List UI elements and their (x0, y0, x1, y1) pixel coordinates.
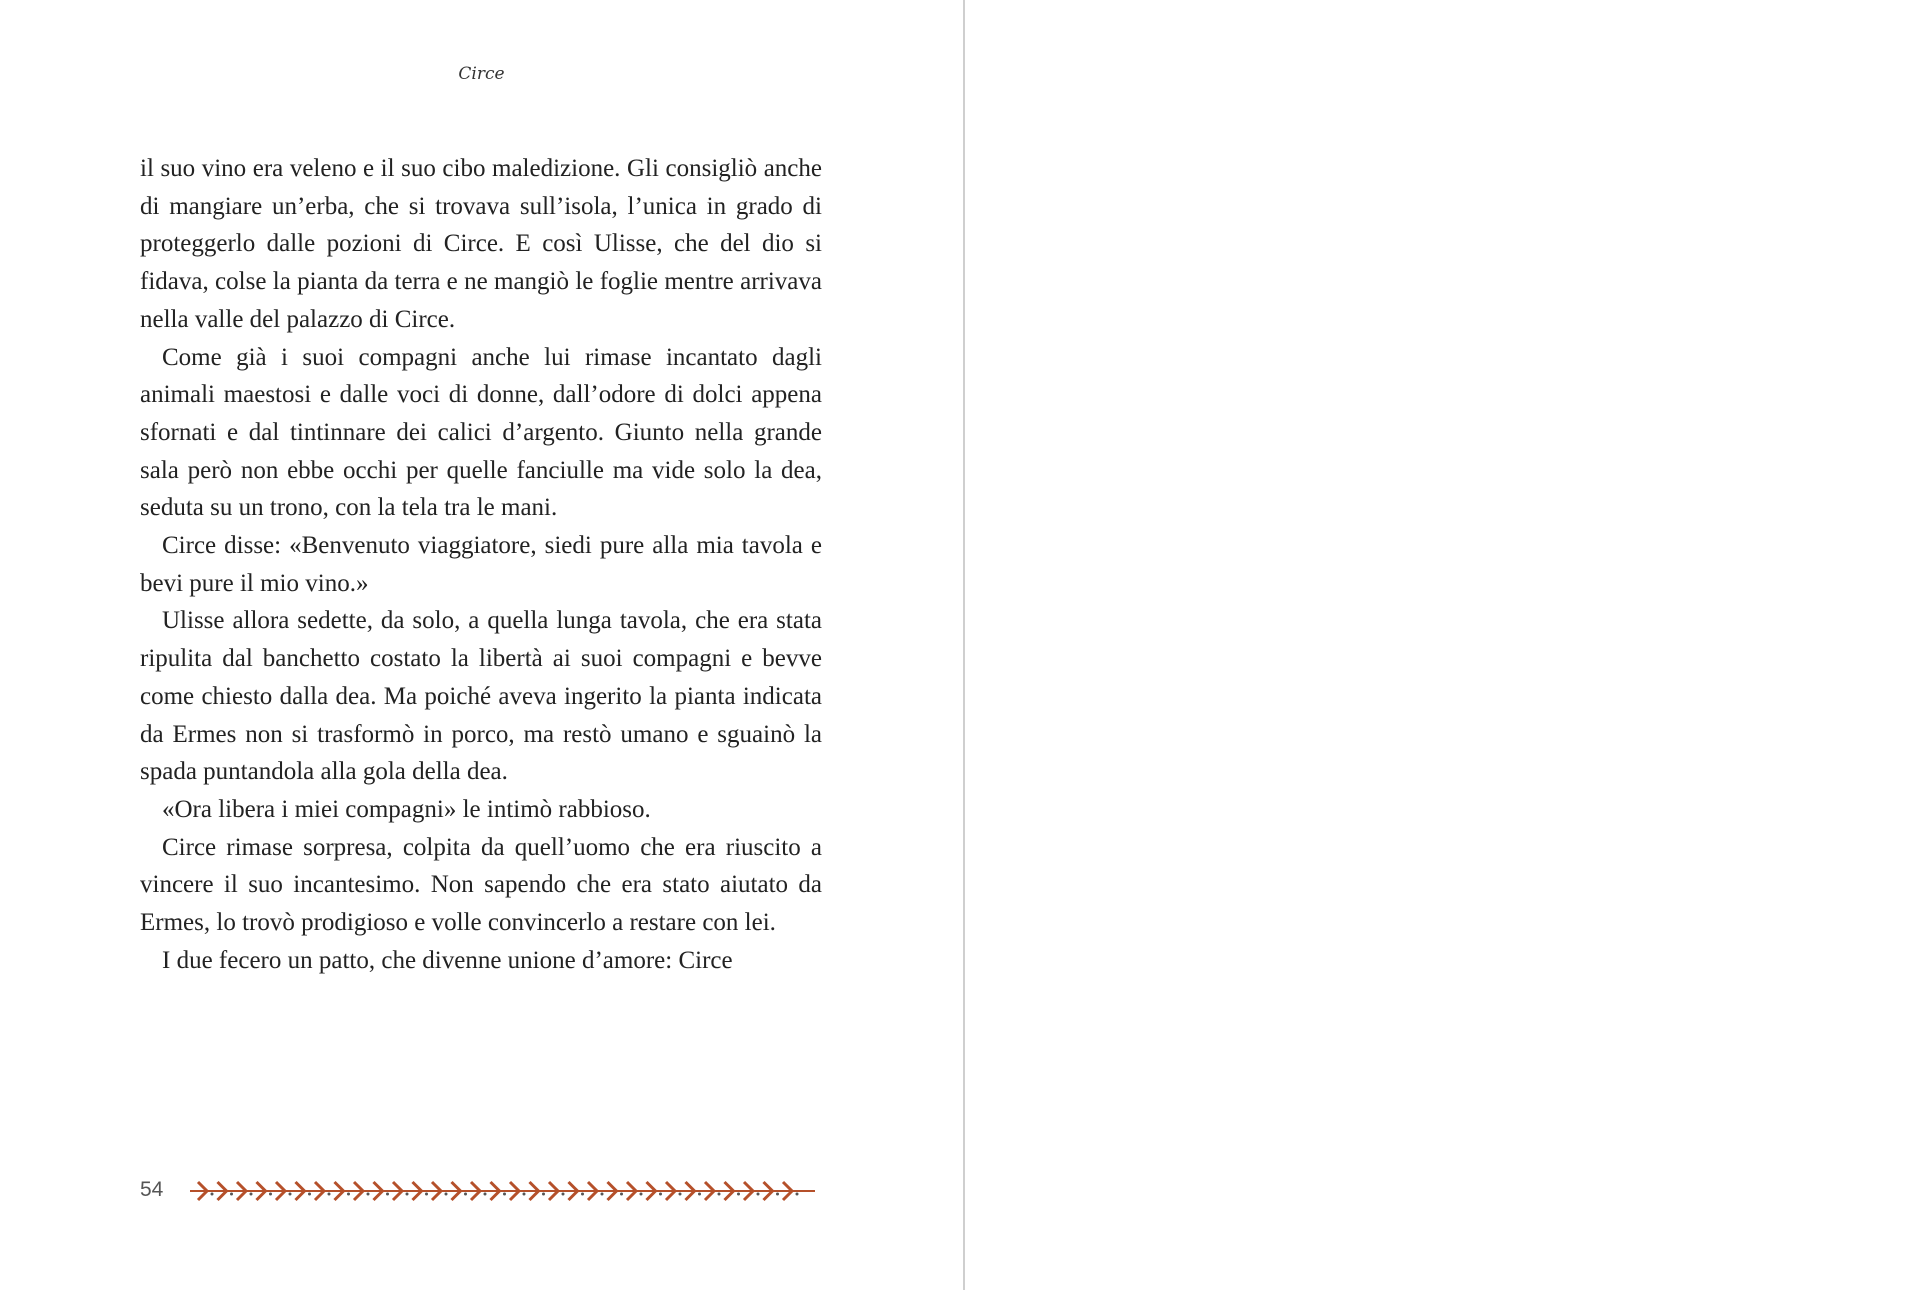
ornament-dot (581, 1193, 584, 1196)
paragraph: Circe disse: «Benvenuto viaggiatore, siedi pure alla mia tavola e bevi pure il mio vino.» (140, 532, 822, 597)
ornament-dot (698, 1193, 701, 1196)
paragraph: I due fecero un patto, che divenne unione d’amore: Circe (162, 946, 733, 974)
ornament-dot (718, 1193, 721, 1196)
ornament-dot (328, 1193, 331, 1196)
ornament-dot (269, 1193, 272, 1196)
body-text (140, 150, 822, 979)
ornament-dot (601, 1193, 604, 1196)
ornament-dot (659, 1193, 662, 1196)
ornament-dot (250, 1193, 253, 1196)
laurel-ornament-icon (190, 1176, 815, 1206)
paragraph: il suo vino era veleno e il suo cibo maledizione. Gli consigliò anche di mangiare un’erba, che si trovava sull’isola, l’unica in grado di proteggerlo dalle pozioni di Circe. E così Ulisse, che del dio si fidava, colse la pianta da terra e ne mangiò le foglie mentre arrivava nella valle del palazzo di Circe. (140, 155, 822, 333)
ornament-dot (640, 1193, 643, 1196)
ornament-dot (503, 1193, 506, 1196)
ornament-dot (484, 1193, 487, 1196)
ornament-dot (757, 1193, 760, 1196)
ornament-dot (211, 1193, 214, 1196)
ornament-dot (308, 1193, 311, 1196)
page-number: 54 (140, 1178, 164, 1201)
ornament-dot (445, 1193, 448, 1196)
ornament-dot (562, 1193, 565, 1196)
ornament-dot (776, 1193, 779, 1196)
paragraph: Ulisse allora sedette, da solo, a quella lunga tavola, che era stata ripulita dal banchetto costato la libertà ai suoi compagni e bevve come chiesto dalla dea. Ma poiché aveva ingerito la pianta indicata da Ermes non si trasformò in porco, ma restò umano e sguainò la spada puntandola alla gola della dea. (140, 607, 822, 786)
ornament-dot (679, 1193, 682, 1196)
ornament-dot (425, 1193, 428, 1196)
ornament-dot (523, 1193, 526, 1196)
ornament-dot (737, 1193, 740, 1196)
ornament-dot (406, 1193, 409, 1196)
ornament-dot (367, 1193, 370, 1196)
ornament-dot (796, 1193, 799, 1196)
paragraph: Come già i suoi compagni anche lui rimase incantato dagli animali maestosi e dalle voci di donne, dall’odore di dolci appena sfornati e dal tintinnare dei calici d’argento. Giunto nella grande sala però non ebbe occhi per quelle fanciulle ma vide solo la dea, seduta su un trono, con la tela tra le mani. (140, 343, 822, 522)
ornament-dot (464, 1193, 467, 1196)
ornament-dot (289, 1193, 292, 1196)
running-head: Circe (458, 64, 505, 84)
ornament-dot (620, 1193, 623, 1196)
paragraph: Circe rimase sorpresa, colpita da quell’uomo che era riuscito a vincere il suo incantesimo. Non sapendo che era stato aiutato da Ermes, lo trovò prodigioso e volle convincerlo a restare con lei. (140, 833, 822, 937)
ornament-dot (386, 1193, 389, 1196)
paragraph: «Ora libera i miei compagni» le intimò rabbioso. (162, 795, 651, 823)
ornament-dot (347, 1193, 350, 1196)
ornament-dot (542, 1193, 545, 1196)
right-page (965, 0, 1920, 1290)
ornament-dot (230, 1193, 233, 1196)
